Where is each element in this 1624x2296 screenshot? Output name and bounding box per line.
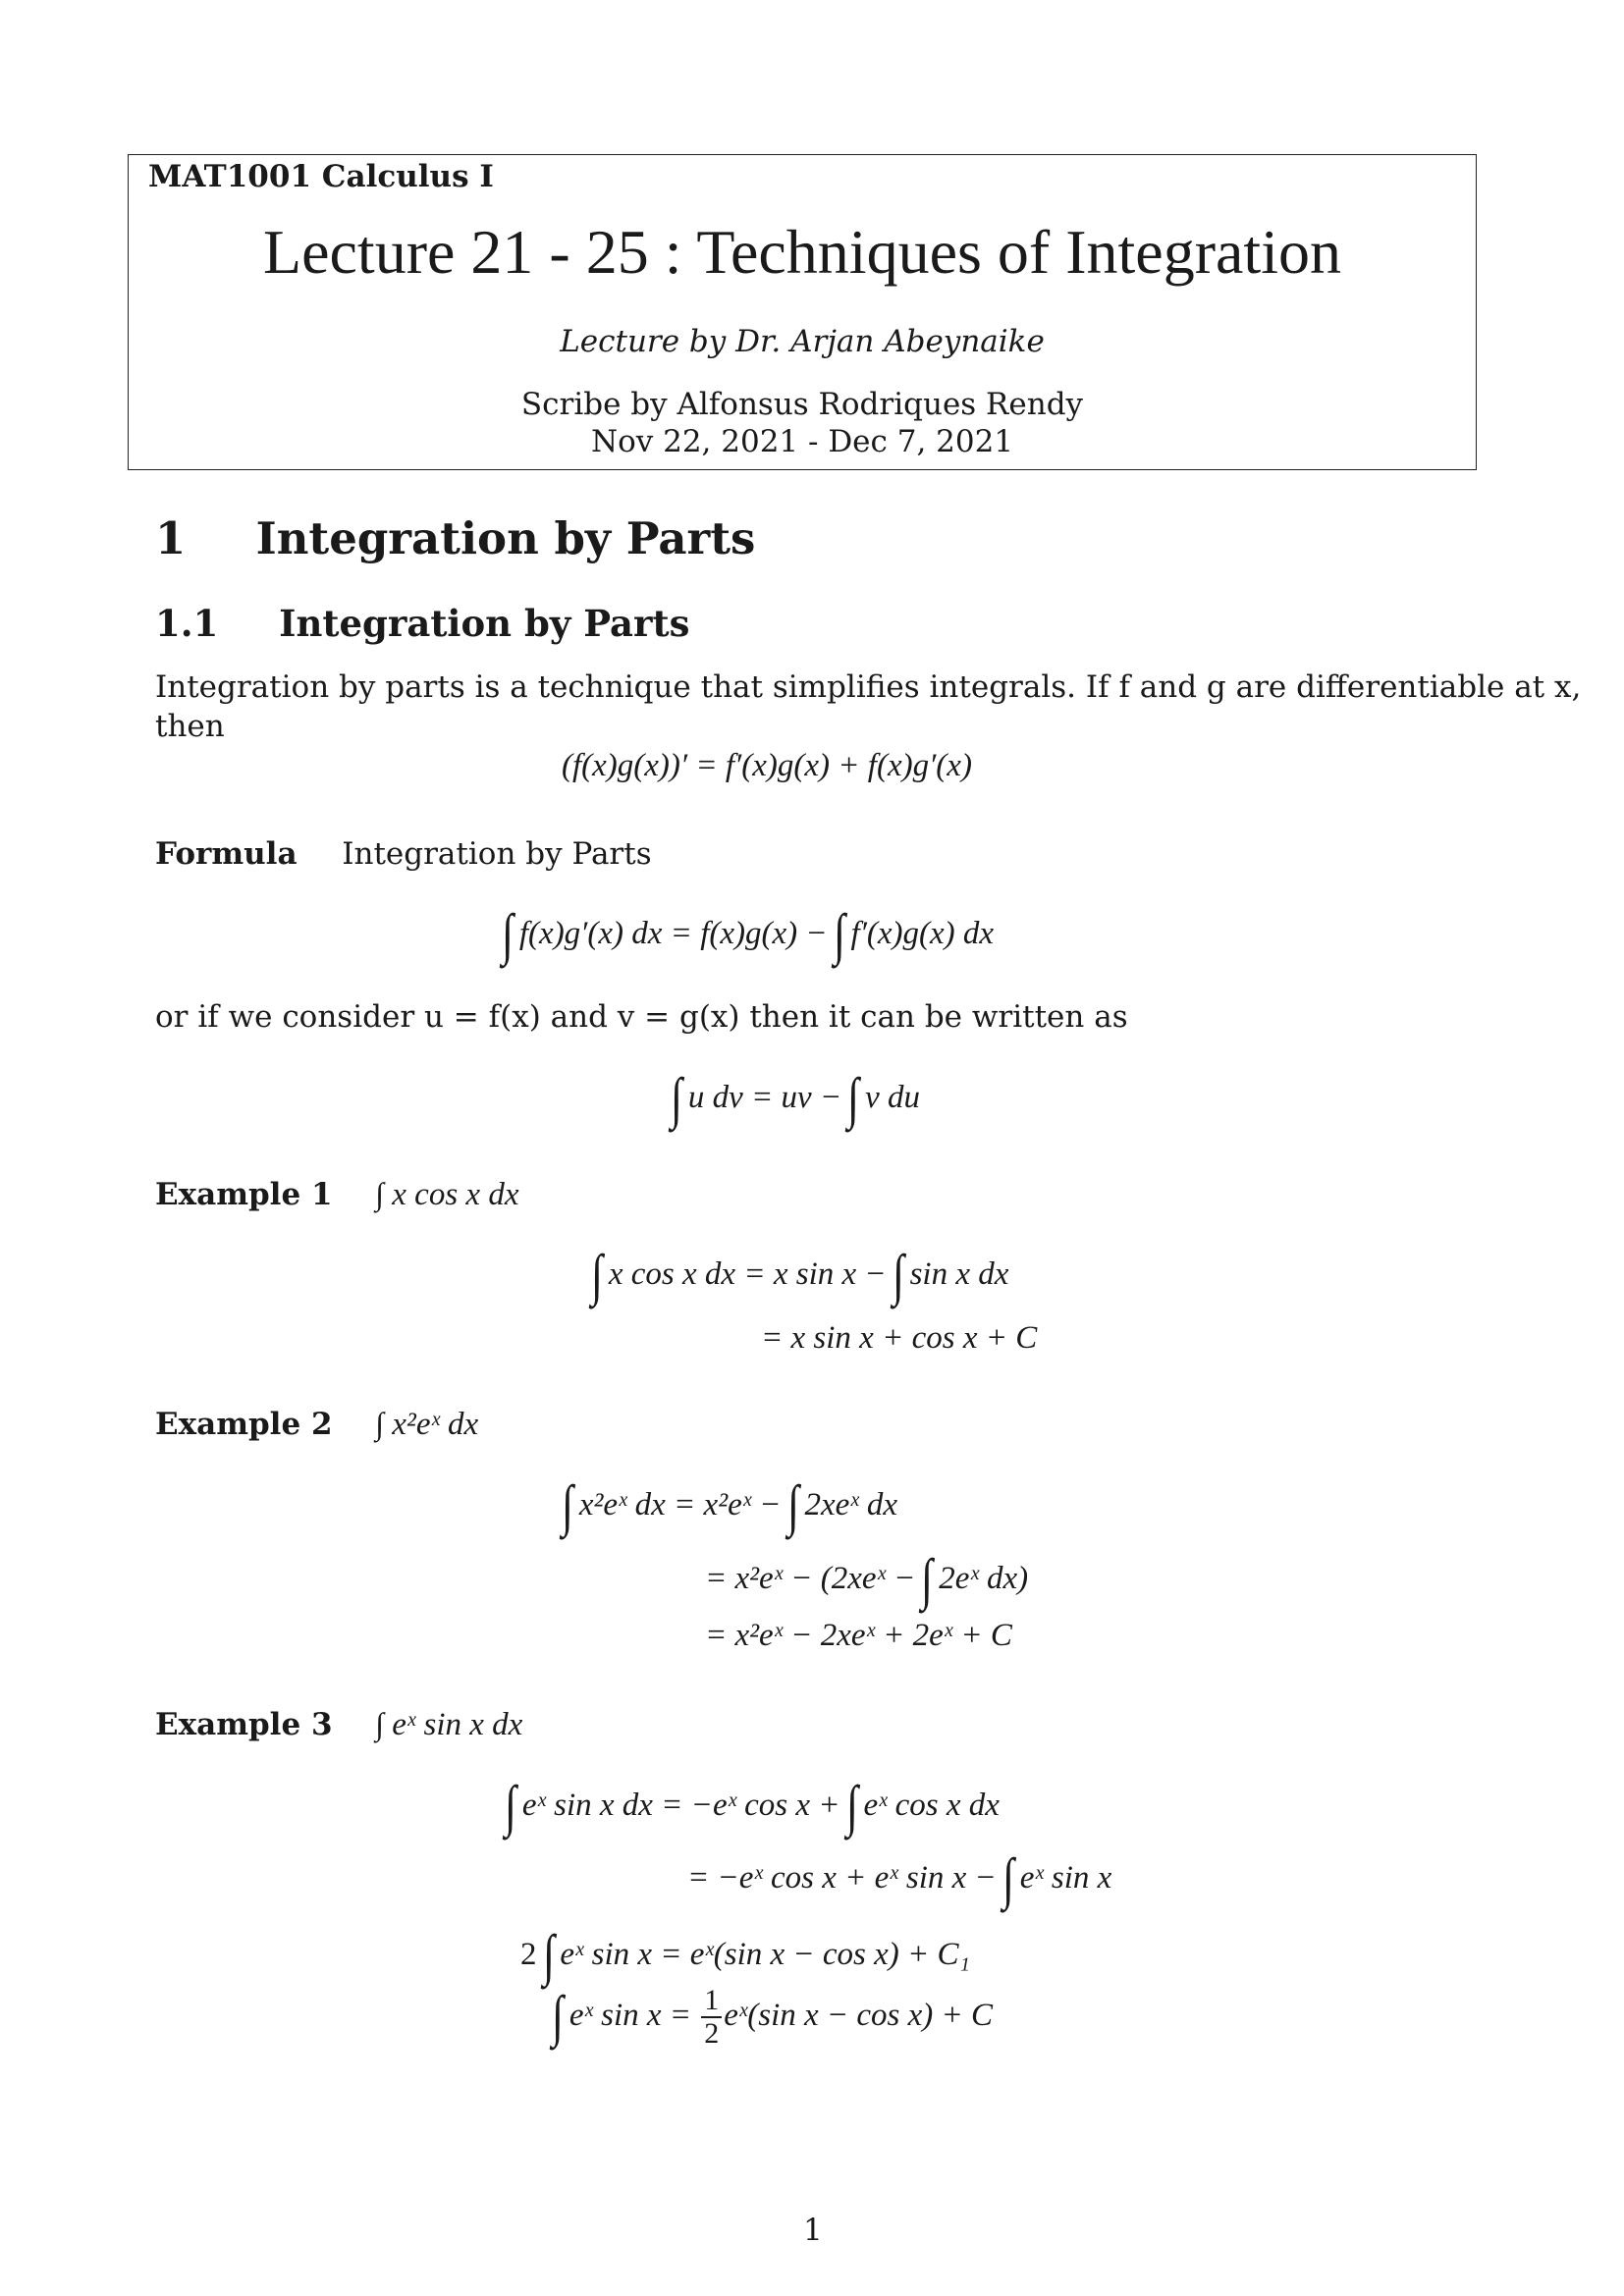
integral-sign: ∫ — [892, 1243, 904, 1307]
substitution-text: or if we consider u = f(x) and v = g(x) then it can be written as — [155, 999, 1128, 1035]
example-1-step-1: ∫ x cos x dx = x sin x − ∫ sin x dx — [590, 1243, 1009, 1307]
integral-sign: ∫ — [845, 1774, 858, 1838]
formula-rhs: f′(x)g(x) dx — [850, 916, 995, 951]
example-label: Example 1 — [155, 1177, 333, 1212]
section-number: 1 — [155, 512, 187, 564]
date-range: Nov 22, 2021 - Dec 7, 2021 — [590, 424, 1014, 459]
integral-sign: ∫ — [921, 1547, 934, 1611]
subsection-heading — [155, 602, 689, 645]
section-title: Integration by Parts — [255, 512, 756, 564]
example-2-step-1: ∫ x²eˣ dx = x²eˣ − ∫ 2xeˣ dx — [561, 1473, 897, 1537]
integral-sign: ∫ — [1001, 1846, 1014, 1910]
example-3-heading: Example 3 ∫ eˣ sin x dx — [155, 1706, 523, 1742]
integral-sign: ∫ — [833, 902, 845, 966]
integral-sign: ∫ — [542, 1923, 555, 1987]
example-2-step-2: = x²eˣ − (2xeˣ − ∫ 2eˣ dx) — [705, 1547, 1029, 1611]
integral-sign: ∫ — [590, 1243, 603, 1307]
formula-label: Formula — [155, 836, 298, 872]
subsection-number: 1.1 — [155, 602, 219, 645]
example-label: Example 2 — [155, 1407, 333, 1442]
example-1-step-2: = x sin x + cos x + C — [761, 1320, 1038, 1356]
example-1-heading: Example 1 ∫ x cos x dx — [155, 1176, 519, 1212]
example-problem: eˣ sin x dx — [392, 1707, 523, 1742]
example-3-step-2: = −eˣ cos x + eˣ sin x − ∫ eˣ sin x — [687, 1846, 1112, 1910]
integral-sign: ∫ — [847, 1066, 860, 1130]
example-3-step-4: ∫ eˣ sin x = $\frac{1}{2}$ eˣ(sin x − cos x) + C — [551, 1984, 994, 2051]
integral-sign: ∫ — [504, 1774, 516, 1838]
scribe-line: Scribe by Alfonsus Rodriques Rendy — [520, 387, 1084, 422]
subsection-title: Integration by Parts — [279, 602, 690, 645]
lecturer-line: Lecture by Dr. Arjan Abeynaike — [560, 324, 1045, 359]
example-2-heading: Example 2 ∫ x²eˣ dx — [155, 1406, 479, 1442]
example-3-step-3: 2 ∫ eˣ sin x = eˣ(sin x − cos x) + C₁ — [520, 1923, 971, 1987]
integral-sign: ∫ — [561, 1473, 573, 1537]
example-label: Example 3 — [155, 1707, 333, 1742]
section-heading — [155, 512, 755, 564]
example-problem: x cos x dx — [392, 1177, 519, 1212]
lecture-title: Lecture 21 - 25 : Techniques of Integration — [263, 217, 1341, 287]
parts-formula-equation — [496, 901, 994, 967]
formula-heading — [155, 836, 652, 872]
example-3-step-1: ∫ eˣ sin x dx = −eˣ cos x + ∫ eˣ cos x dx — [504, 1774, 1000, 1838]
page-number: 1 — [803, 2213, 823, 2248]
one-half-fraction: $\frac{1}{2}$ — [701, 1985, 722, 2050]
intro-line-2: then — [155, 709, 225, 744]
integral-sign: ∫ — [501, 902, 514, 966]
uv-lhs: u dv = uv − — [687, 1080, 842, 1115]
course-code: MAT1001 Calculus I — [148, 159, 494, 194]
example-problem: x²eˣ dx — [392, 1407, 479, 1442]
product-rule-equation: (f(x)g(x))′ = f′(x)g(x) + f(x)g′(x) — [562, 748, 972, 783]
formula-name: Integration by Parts — [342, 836, 652, 872]
formula-lhs: f(x)g′(x) dx = f(x)g(x) − — [518, 916, 828, 951]
header-box — [128, 154, 1477, 470]
uv-rhs: v du — [865, 1080, 921, 1115]
example-2-step-3: = x²eˣ − 2xeˣ + 2eˣ + C — [705, 1618, 1012, 1653]
integral-sign: ∫ — [786, 1473, 799, 1537]
integral-sign: ∫ — [670, 1066, 682, 1130]
intro-line-1: Integration by parts is a technique that simplifies integrals. If f and g are differentiable at x, — [155, 669, 1582, 705]
integral-sign: ∫ — [551, 1984, 564, 2048]
uv-formula-equation — [665, 1065, 920, 1131]
